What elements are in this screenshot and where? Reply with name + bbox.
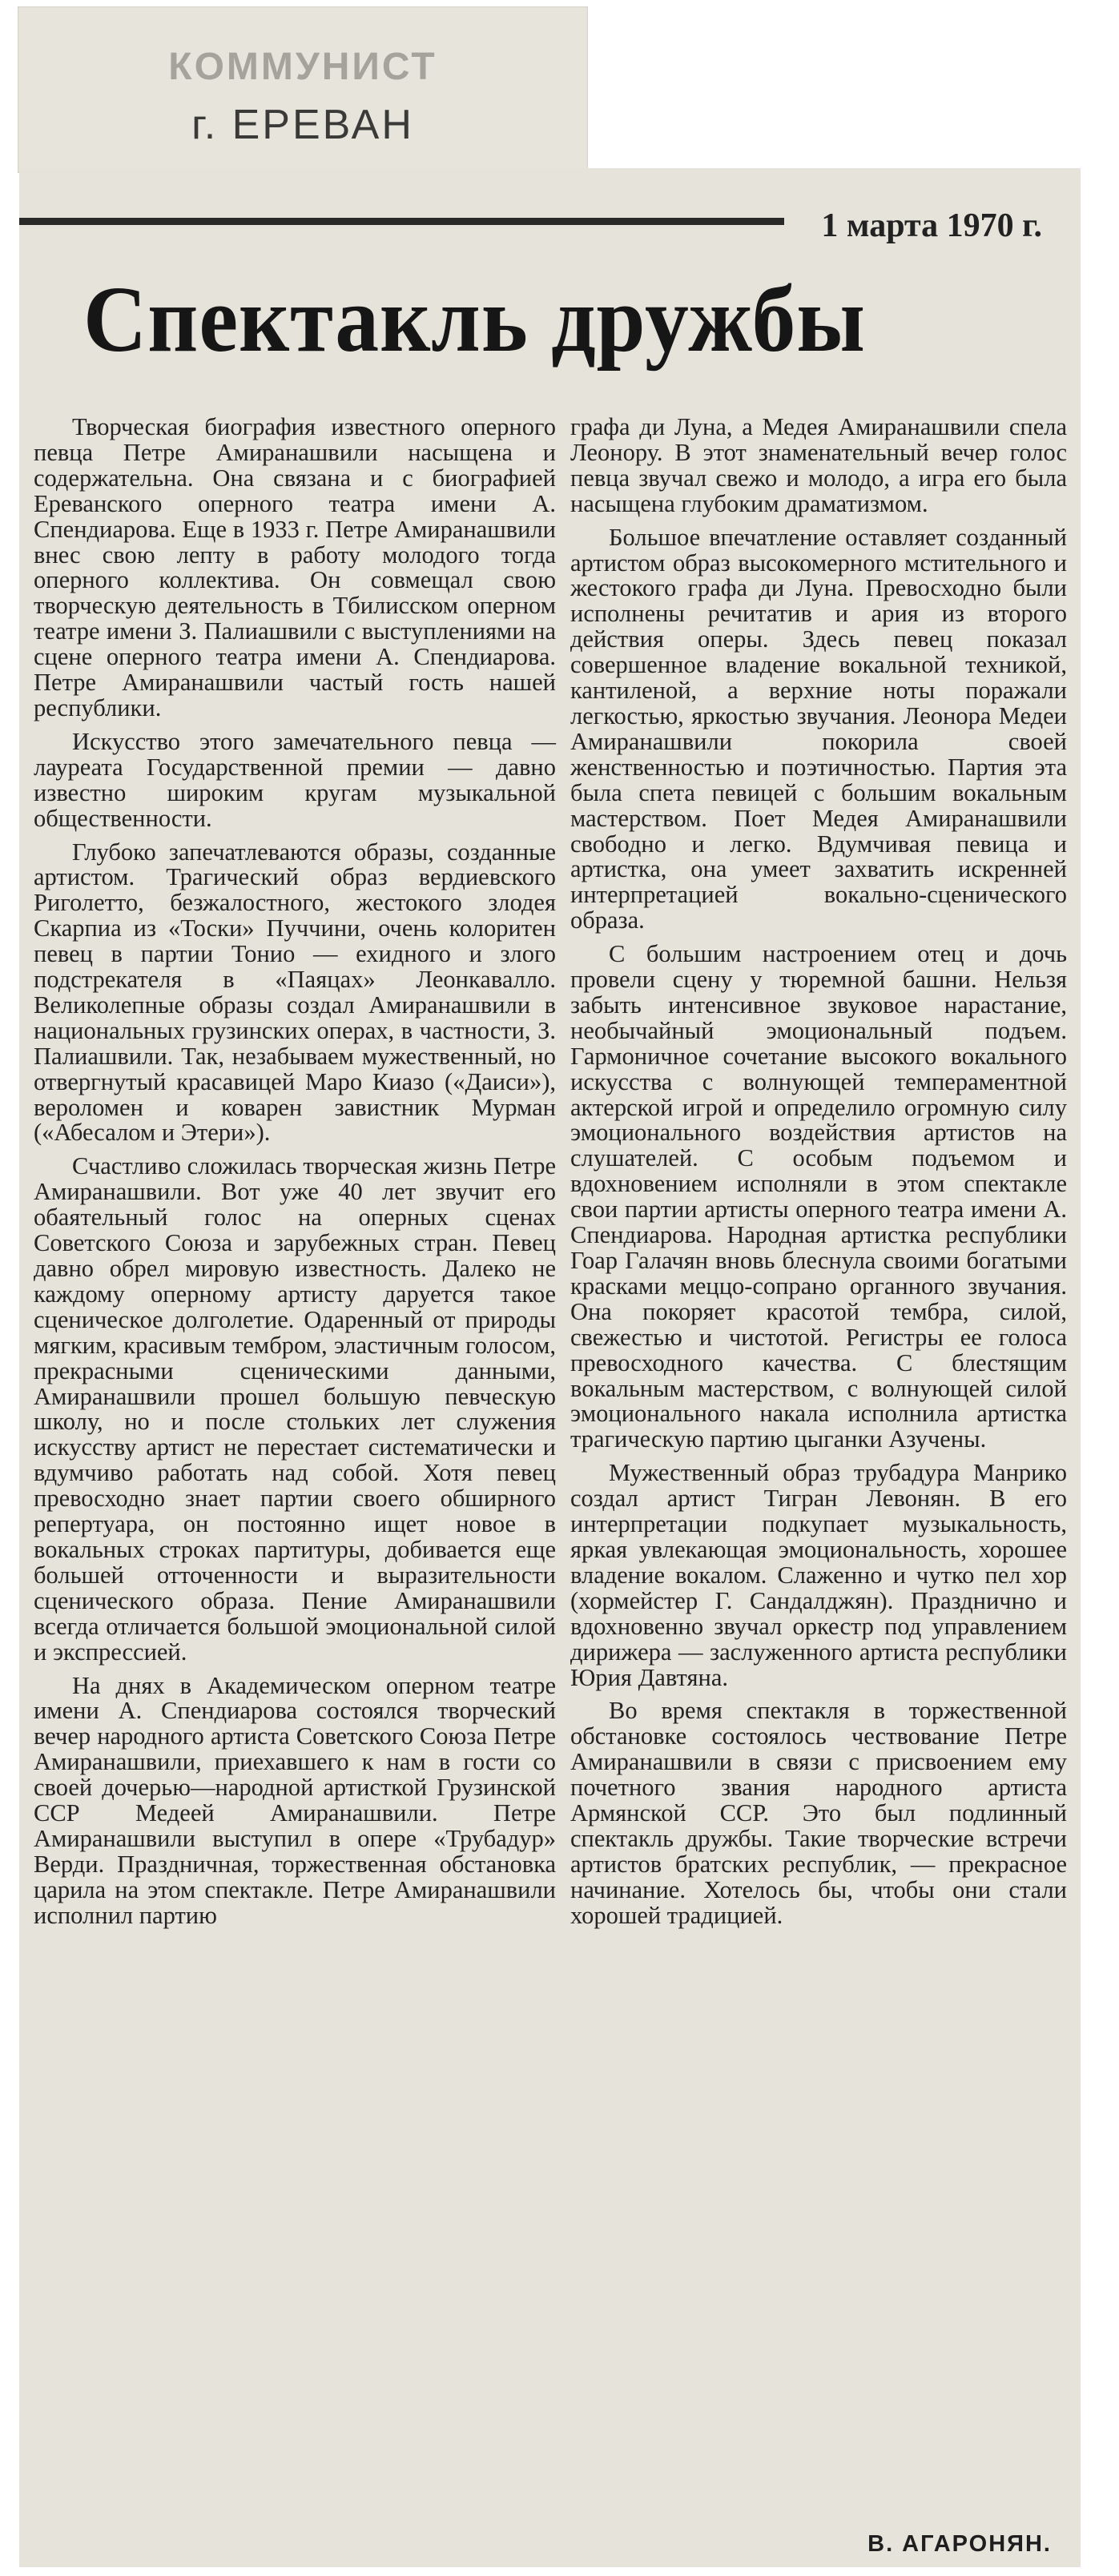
article-column-2 — [570, 415, 1067, 1937]
paragraph: Большое впечатление оставляет созданный артистом образ высокомерного мстительного и жестокого графа ди Луна. Превосходно были исполнены речитатив и ария из второго действия оперы. Здесь певец показал совершенное владение вокальной техникой, кантиленой, а верхние ноты поражали легкостью, яркостью звучания. Леонора Медеи Амиранашвили покорила своей женственностью и поэтичностью. Партия эта была спета певицей с большим вокальным мастерством. Поет Медея Амиранашвили свободно и легко. Вдумчивая певица и артистка, она умеет захватить искренней интерпретацией вокально-сценического образа. — [570, 523, 1067, 934]
paragraph: Во время спектакля в торжественной обстановке состоялось чествование Петре Амиранашвили в связи с присвоением ему почетного звания народного артиста Армянской ССР. Это был подлинный спектакль дружбы. Такие творческие встречи артистов братских республик, — прекрасное начинание. Хотелось бы, чтобы они стали хорошей традицией. — [570, 1697, 1067, 1929]
paragraph: С большим настроением отец и дочь провели сцену у тюремной башни. Нельзя забыть интенсивное звуковое нарастание, необычайный эмоциональный подъем. Гармоничное сочетание высокого вокального искусства с волнующей темпераментной актерской игрой и определило огромную силу эмоционального воздействия артистов на слушателей. С особым подъемом и вдохновением исполняли в этом спектакле свои партии артисты оперного театра имени А. Спендиарова. Народная артистка республики Гоар Галачян вновь блеснула своими богатыми красками меццо-сопрано органного звучания. Она покоряет красотой тембра, силой, свежестью и чистотой. Регистры ее голоса превосходного качества. С блестящим вокальным мастерством, с волнующей силой эмоционального накала исполнила артистка трагическую партию цыганки Азучены. — [570, 940, 1067, 1453]
paragraph: Творческая биография известного оперного певца Петре Амиранашвили насыщена и содержательна. Она связана и с биографией Ереванского оперного театра имени А. Спендиарова. Еще в 1933 г. Петре Амиранашвили внес свою лепту в работу молодого тогда оперного коллектива. Он совмещал свою творческую деятельность в Тбилисском оперном театре имени З. Палиашвили с выступлениями на сцене оперного театра имени А. Спендиарова. Петре Амиранашвили частый гость нашей республики. — [34, 413, 556, 721]
article-title: Спектакль дружбы — [83, 267, 866, 372]
paragraph: графа ди Луна, а Медея Амиранашвили спела Леонору. В этот знаменательный вечер голос певца звучал свежо и молодо, а игра его была насыщена глубоким драматизмом. — [570, 413, 1067, 517]
article-date: 1 марта 1970 г. — [821, 207, 1042, 244]
paragraph: Глубоко запечатлеваются образы, созданные артистом. Трагический образ вердиевского Риголетто, безжалостного, жестокого злодея Скарпиа из «Тоски» Пуччини, очень колоритен певец в партии Тонио — ехидного и злого подстрекателя в «Паяцах» Леонкавалло. Великолепные образы создал Амиранашвили в национальных грузинских операх, в частности, З. Палиашвили. Так, незабываем мужественный, но отвергнутый красавицей Маро Киазо («Даиси»), вероломен и коварен завистник Мурман («Абесалом и Этери»). — [34, 838, 556, 1147]
article-column-1 — [34, 415, 556, 1937]
header-rule — [19, 218, 784, 225]
stamp-newspaper-name: КОММУНИСТ — [168, 46, 437, 88]
paragraph: Счастливо сложилась творческая жизнь Петре Амиранашвили. Вот уже 40 лет звучит его обаятельный голос на оперных сценах Советского Союза и зарубежных стран. Певец давно обрел мировую известность. Далеко не каждому оперному артисту даруется такое сценическое долголетие. Одаренный от природы мягким, красивым тембром, эластичным голосом, прекрасными сценическими данными, Амиранашвили прошел большую певческую школу, но и после стольких лет служения искусству артист не перестает систематически и вдумчиво работать над собой. Хотя певец превосходно знает партии своего обширного репертуара, он постоянно ищет новое в вокальных строках партитуры, добивается еще большей отточенности и выразительности сценического образа. Пение Амиранашвили всегда отличается большой эмоциональной силой и экспрессией. — [34, 1152, 556, 1666]
newspaper-clipping — [19, 168, 1081, 2567]
paragraph: Мужественный образ трубадура Манрико создал артист Тигран Левонян. В его интерпретации подкупает музыкальность, яркая увлекающая эмоциональность, хорошее владение вокалом. Слаженно и чутко пел хор (хормейстер Г. Сандалджян). Празднично и вдохновенно звучал оркестр под управлением дирижера — заслуженного артиста республики Юрия Давтяна. — [570, 1459, 1067, 1691]
paragraph: Искусство этого замечательного певца — лауреата Государственной премии — давно известно широким кругам музыкальной общественности. — [34, 727, 556, 832]
paragraph: На днях в Академическом оперном театре имени А. Спендиарова состоялся творческий вечер народного артиста Советского Союза Петре Амиранашвили, приехавшего к нам в гости со своей дочерью—народной артисткой Грузинской ССР Медеей Амиранашвили. Петре Амиранашвили выступил в опере «Трубадур» Верди. Праздничная, торжественная обстановка царила на этом спектакле. Петре Амиранашвили исполнил партию — [34, 1671, 556, 1929]
author-signature: В. АГАРОНЯН. — [867, 2531, 1052, 2557]
newspaper-stamp — [18, 6, 588, 173]
stamp-city: г. ЕРЕВАН — [191, 102, 414, 148]
